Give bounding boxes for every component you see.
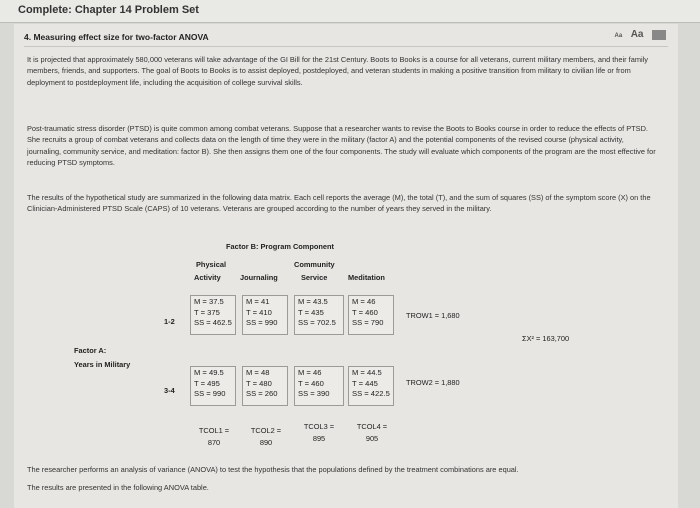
col-total-label: TCOL3 =	[303, 422, 335, 431]
col-total-1	[192, 426, 236, 447]
col-total-value: 870	[207, 438, 221, 447]
factor-a-label: Factor A:	[74, 346, 107, 355]
row-total-2: TROW2 = 1,880	[406, 378, 460, 387]
font-size-controls	[615, 29, 667, 40]
cell-r1-physical	[190, 295, 236, 335]
cell-total: T = 435	[298, 307, 324, 317]
col-total-label: TCOL1 =	[198, 426, 230, 435]
cell-mean: M = 44.5	[352, 368, 382, 377]
col-total-3	[297, 422, 341, 443]
title-bar	[0, 0, 700, 23]
cell-total: T = 495	[194, 378, 220, 388]
row-total-1: TROW1 = 1,680	[406, 311, 460, 320]
cell-ss: SS = 990	[194, 389, 226, 398]
cell-mean: M = 49.5	[194, 368, 224, 377]
sum-x-squared: ΣX² = 163,700	[522, 334, 570, 343]
cell-ss: SS = 260	[246, 389, 278, 398]
factor-a-subtitle: Years in Military	[74, 360, 131, 369]
cell-mean: M = 43.5	[298, 297, 328, 306]
cell-ss: SS = 422.5	[352, 389, 390, 398]
menu-icon[interactable]	[652, 30, 666, 40]
cell-mean: M = 46	[298, 368, 322, 377]
cell-r2-physical	[190, 366, 236, 406]
question-panel	[14, 24, 678, 508]
cell-r2-journaling	[242, 366, 288, 406]
cell-mean: M = 41	[246, 297, 270, 306]
cell-ss: SS = 390	[298, 389, 330, 398]
col-total-label: TCOL4 =	[356, 422, 388, 431]
col-total-value: 895	[312, 434, 326, 443]
col-header-meditation: Meditation	[348, 273, 385, 282]
cell-r2-community	[294, 366, 344, 406]
decrease-font-button[interactable]: Aa	[614, 33, 623, 39]
anova-table-intro: The results are presented in the following ANOVA table.	[27, 483, 209, 492]
anova-hypothesis-text: The researcher performs an analysis of variance (ANOVA) to test the hypothesis that the populations defined by the treatment combinations are equal.	[27, 465, 519, 474]
col-total-value: 890	[259, 438, 273, 447]
col-total-value: 905	[365, 434, 379, 443]
col-total-2	[244, 426, 288, 447]
cell-total: T = 480	[246, 378, 272, 388]
cell-r1-journaling	[242, 295, 288, 335]
col-header-journaling: Journaling	[240, 273, 278, 282]
col-header-physical-line1: Physical	[196, 260, 226, 269]
cell-r1-community	[294, 295, 344, 335]
factor-b-title: Factor B: Program Component	[226, 242, 334, 251]
col-header-physical-line2: Activity	[194, 273, 221, 282]
cell-total: T = 460	[352, 307, 378, 317]
col-total-label: TCOL2 =	[250, 426, 282, 435]
col-header-service: Service	[301, 273, 328, 282]
cell-r2-meditation	[348, 366, 394, 406]
cell-total: T = 445	[352, 378, 378, 388]
row-label-3-4: 3-4	[164, 386, 175, 395]
question-title: 4. Measuring effect size for two-factor ANOVA	[24, 32, 209, 42]
divider	[24, 46, 668, 47]
cell-mean: M = 37.5	[194, 297, 224, 306]
intro-paragraph: It is projected that approximately 580,000 veterans will take advantage of the GI Bill for the 21st Century. Boots to Books is a course for all veterans, current military members, and their family members, friends, and supporters. The goal of Boots to Books is to assist deployed, postdeployed, and veteran students in making a positive transition from military to civilian life or from deployment to postdeployment life, including the acquisition of college survival skills.	[27, 55, 648, 87]
results-paragraph: The results of the hypothetical study are summarized in the following data matrix. Each cell reports the average (M), the total (T), and the sum of squares (SS) of the symptom score (X) on the Clinician-Administered PTSD Scale (CAPS) of 10 veterans. Veterans are grouped according to the number of years they served in the military.	[27, 193, 651, 214]
window-title: Complete: Chapter 14 Problem Set	[18, 4, 199, 16]
cell-mean: M = 46	[352, 297, 376, 306]
cell-total: T = 460	[298, 378, 324, 388]
increase-font-button[interactable]: Aa	[630, 29, 644, 40]
cell-r1-meditation	[348, 295, 394, 335]
cell-total: T = 375	[194, 307, 220, 317]
cell-ss: SS = 702.5	[298, 318, 336, 327]
cell-mean: M = 48	[246, 368, 270, 377]
cell-ss: SS = 990	[246, 318, 278, 327]
cell-total: T = 410	[246, 307, 272, 317]
row-label-1-2: 1-2	[164, 317, 175, 326]
col-total-4	[350, 422, 394, 443]
cell-ss: SS = 462.5	[194, 318, 232, 327]
ptsd-paragraph: Post-traumatic stress disorder (PTSD) is quite common among combat veterans. Suppose that a researcher wants to revise the Boots to Books course in order to reduce the effects of PTSD. She recruits a group of combat veterans and collects data on the length of time they were in the military (factor A) and the potential components of the revised course (physical activity, journaling, community service, and meditation: factor B). She then assigns them one of the four components. The study will evaluate which components of the program are the most effective for reducing PTSD symptoms.	[27, 124, 656, 168]
col-header-community-line1: Community	[294, 260, 335, 269]
cell-ss: SS = 790	[352, 318, 384, 327]
